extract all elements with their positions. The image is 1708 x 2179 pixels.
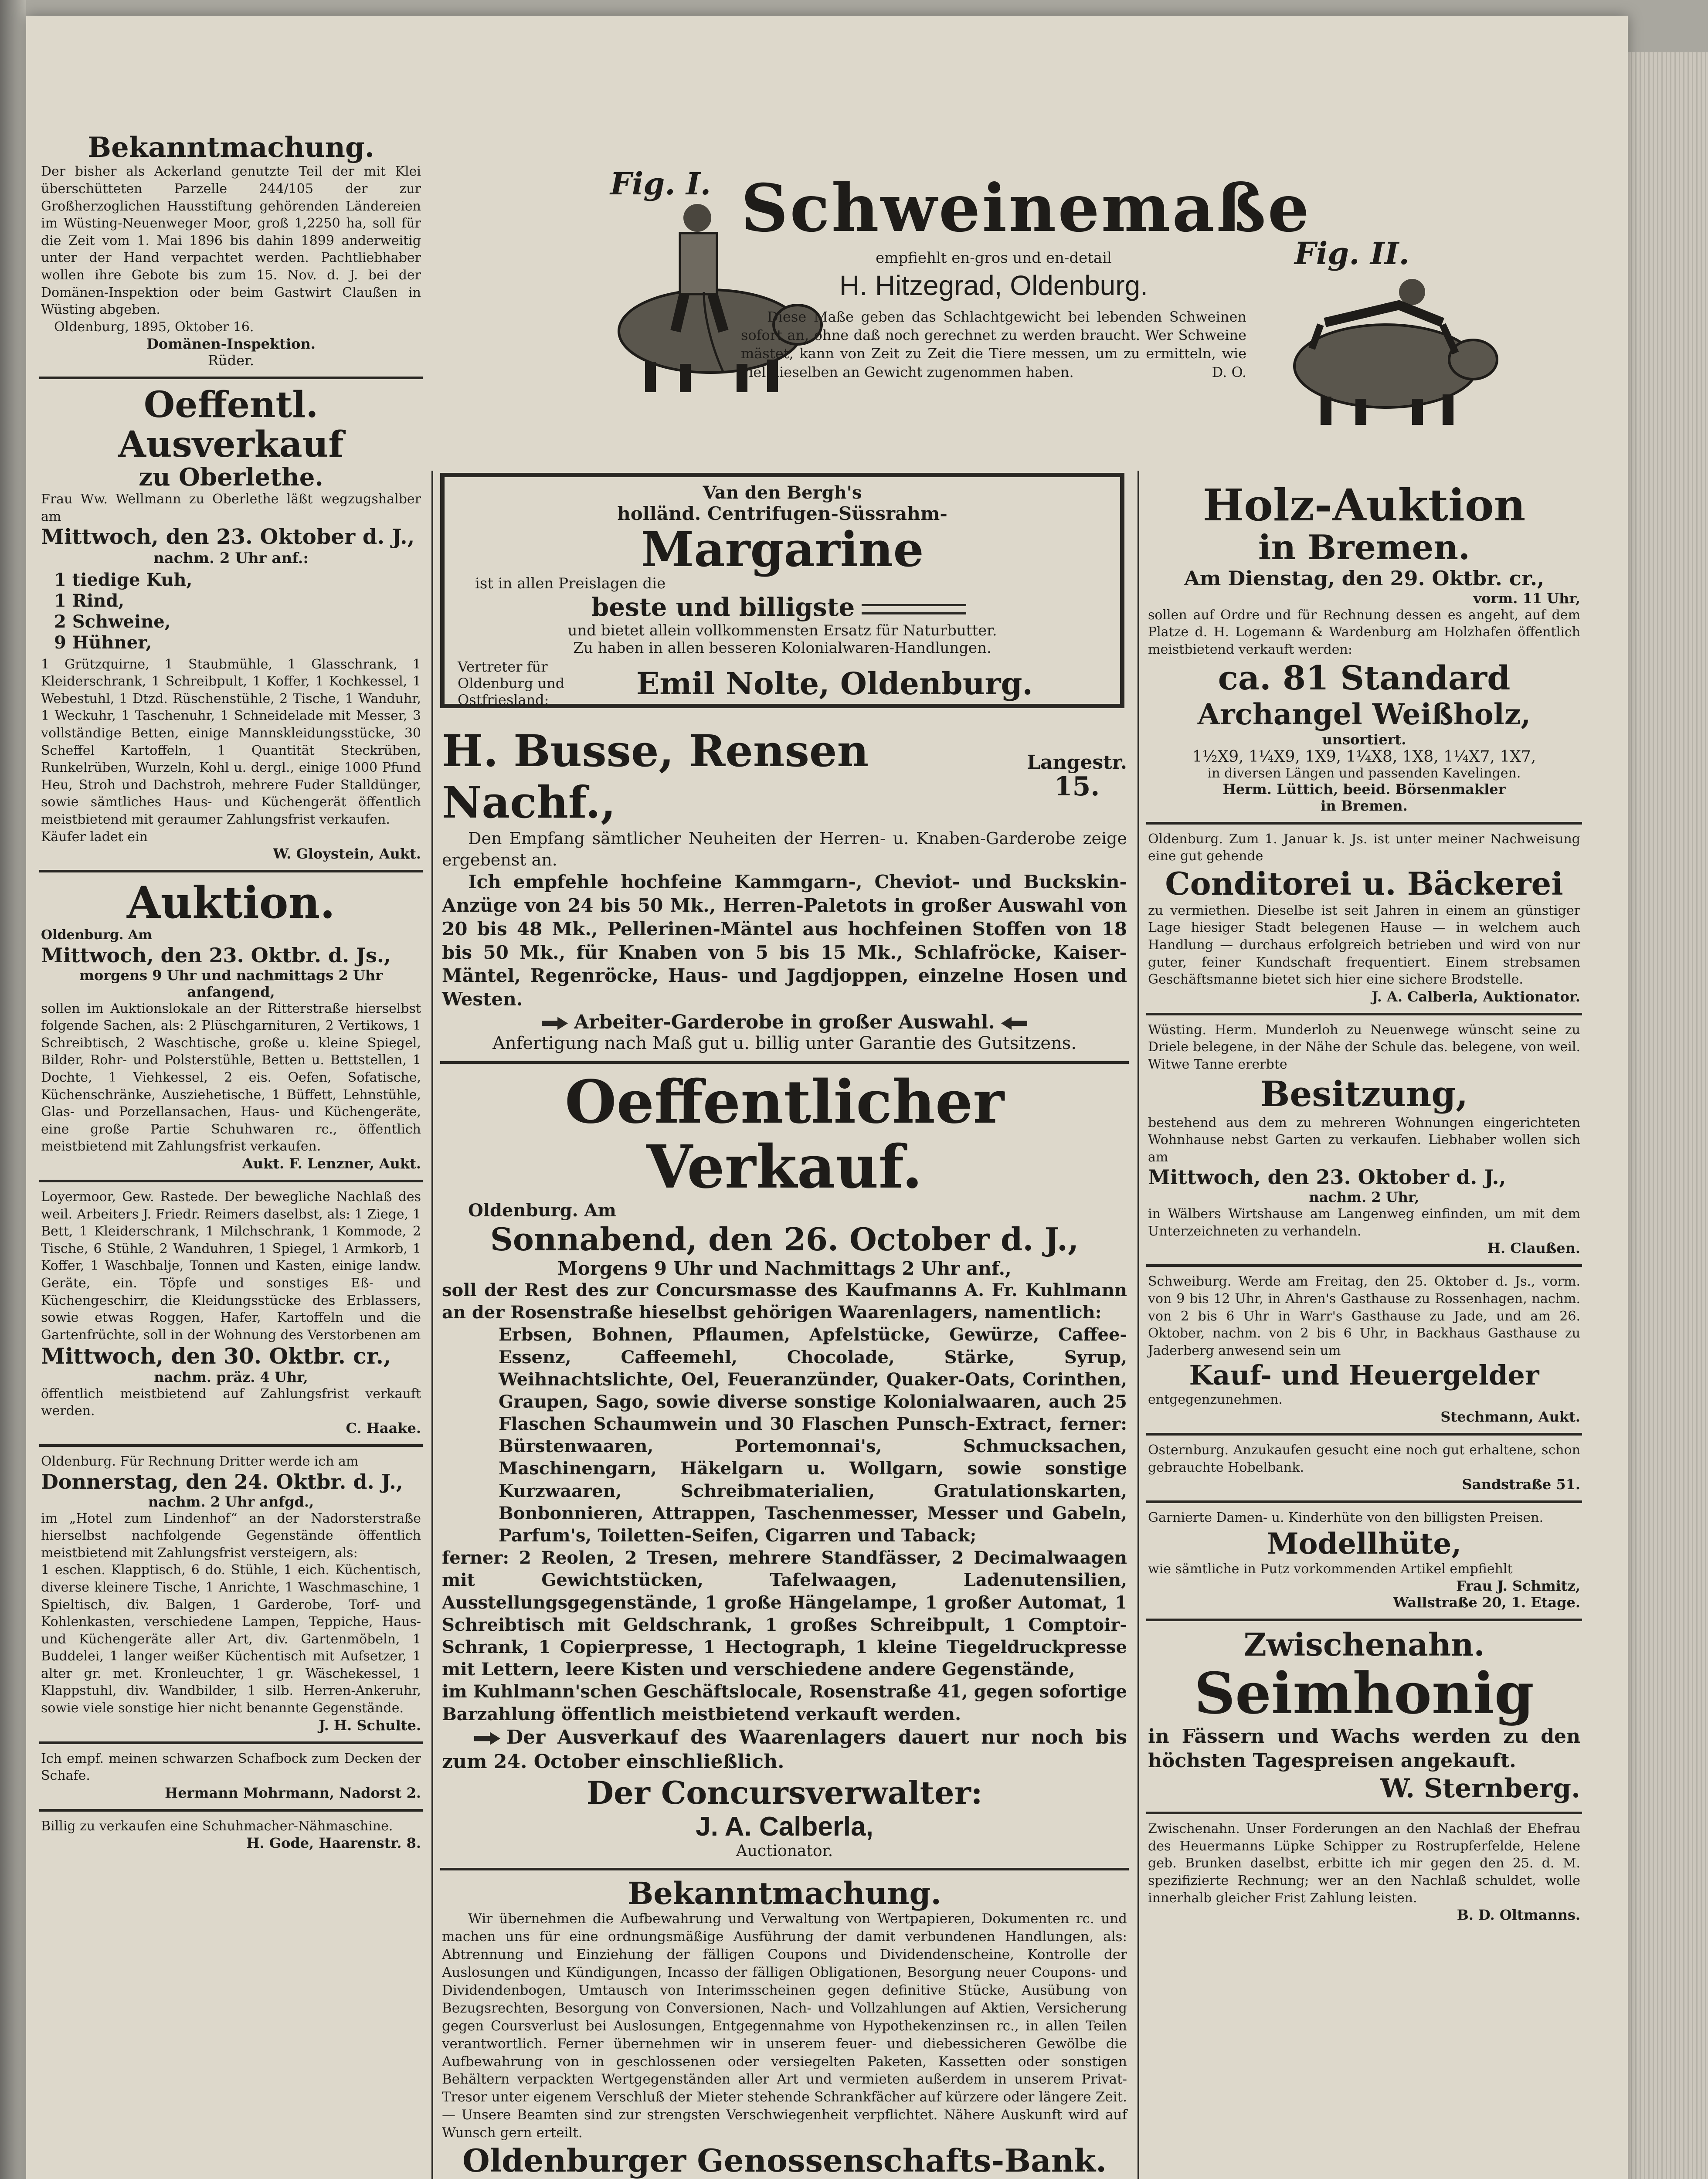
ad-signature: W. Gloystein, Aukt. [273,845,421,862]
schweinemasse-firm: H. Hitzegrad, Oldenburg. [839,270,1148,301]
holz-dims: 1½X9, 1¼X9, 1X9, 1¼X8, 1X8, 1¼X7, 1X7, [1192,747,1536,766]
holz-wood: Archangel Weißholz, [1197,697,1531,731]
holz-kind: unsortiert. [1322,731,1406,748]
ad-location: im „Hotel zum Lindenhof“ an der Nadorsterstraße hierselbst nachfolgende Gegenstände öffentlich meistbietend mit Zahlungsfrist versteigern, als: [41,1510,421,1561]
ad-text: Osternburg. Anzukaufen gesucht eine noch gut erhaltene, schon gebrauchte Hobelbank. [1148,1442,1580,1475]
schweinemasse-text: Diese Maße geben das Schlachtgewicht bei lebenden Schweinen sofort an, ohne daß noch gerechnet zu werden braucht. Wer Schweine mästet, kann von Zeit zu Zeit die Tiere messen, um zu ermitteln, wie viel dieselben an Gewicht zugenommen haben. [741,309,1246,380]
ad-busse [440,719,1129,1064]
pointing-hand-icon [474,1732,500,1745]
holz-dims-2: in diversen Längen und passenden Kavelingen. [1207,765,1521,781]
goods-list-ferner: ferner: 2 Reolen, 2 Tresen, mehrere Standfässer, 2 Decimalwaagen mit Gewichtstücken, Tafelwaagen, Ladenutensilien, Ausstellungsgegenstände, 1 große Hängelampe, 1 großer Automat, 1 Schreibtisch mit Geldschrank, 1 großes Schreibpult, 1 Comptoir-Schrank, 1 Copierpresse, 1 Hectograph, 1 kleine Tiegeldruckpresse mit Lettern, leere Kisten und verschiedene andere Gegenstände, [442,1548,1127,1680]
ad-title: Bekanntmachung. [628,1875,941,1912]
ad-title: Oeffentl. Ausverkauf [118,384,344,465]
ad-subtitle: zu Oberlethe. [139,462,323,492]
margarine-rep-row [458,658,1107,709]
busse-address-street: Langestr. [1027,751,1127,774]
ad-place: Oldenburg, 1895, Oktober 16. [54,319,254,335]
ad-date: Mittwoch, den 23. Oktbr. d. Js., [41,943,391,967]
ad-end: im Kuhlmann'schen Geschäftslocale, Rosenstraße 41, gegen sofortige Barzahlung öffentlich meistbietend verkauft werden. [442,1681,1127,1724]
ad-date: Mittwoch, den 23. Oktober d. J., [1148,1165,1506,1189]
ad-text: sollen im Auktionslokale an der Ritterstraße hierselbst folgende Sachen, als: 2 Plüschgarnituren, 2 Vertikows, 1 Schreibtisch, 2 Waschtische, große u. kleine Spiegel, Bilder, Rohr- und Polsterstühle, Betten u. Bettstellen, 1 Dochte, 1 Viehkessel, 2 eis. Oefen, Sofatische, Küchenschränke, Ausziehetische, 1 Büffett, Lehnstühle, Glas- und Porzellansachen, Haus- und Küchengeräte, eine große Partie Schuhwaren rc., öffentlich meistbietend mit Zahlungsfrist verkaufen. [41,1001,421,1154]
ad-text-1: Garnierte Damen- u. Kinderhüte von den billigsten Preisen. [1148,1510,1544,1526]
ad-ausverkauf-oberlethe [39,379,423,872]
page-stack-edge [1628,52,1708,2179]
ad-text-1: Wüsting. Herm. Munderloh zu Neuenwege wünscht seine zu Driele belegene, in der Nähe der Schule das. belegene, von weil. Witwe Tanne ererbte [1148,1022,1580,1072]
ad-text: Billig zu verkaufen eine Schuhmacher-Nähmaschine. [41,1818,393,1834]
ad-text-1: Oldenburg. Zum 1. Januar k. Js. ist unter meiner Nachweisung eine gut gehende [1148,831,1580,864]
margarine-line-3: ist in allen Preislagen die [475,574,666,592]
column-middle [440,719,1129,2179]
ad-text: Ich empf. meinen schwarzen Schafbock zum Decken der Schafe. [41,1751,421,1784]
ad-genossenschaftsbank [440,1870,1129,2179]
busse-address-number: 15. [1054,771,1100,802]
ad-time: nachm. präz. 4 Uhr, [154,1368,308,1385]
busse-text-2: Ich empfehle hochfeine Kammgarn-, Cheviot- und Buckskin-Anzüge von 24 bis 50 Mk., Herren-Paletots in großer Auswahl von 20 bis 48 Mk., Pellerinen-Mäntel aus hochfeinen Stoffen von 18 bis 50 Mk., für Knaben von 5 bis 15 Mk., Schlafröcke, Kaiser-Mäntel, Regenröcke, Haus- und Jagdjoppen, einzelne Hosen und Westen. [442,871,1127,1010]
ad-title: Oeffentlicher Verkauf. [564,1067,1005,1202]
bank-name: Oldenburger Genossenschafts-Bank. [462,2142,1107,2179]
ad-schweiburg [1146,1267,1582,1436]
ad-seimhonig [1146,1621,1582,1814]
ad-list: 1 eschen. Klapptisch, 6 do. Stühle, 1 eich. Küchentisch, diverse kleinere Tische, 1 Anrichte, 1 Waschmaschine, 1 Spieltisch, div. Balgen, 1 Garderobe, Torf- und Kohlenkasten, verschiedene Lampen, Teppiche, Haus- und Küchengeräte aller Art, div. Gartenmöbeln, 1 Buddelei, 1 langer weißer Küchentisch mit Aufsetzer, 1 alter gr. met. Kronleuchter, 1 gr. Wäschekessel, 1 Klappstuhl, div. Wandbilder, 1 silb. Herren-Ankeruhr, sowie viele sonstige hier nicht benannte Gegenstände. [41,1562,421,1716]
ad-signature-2: J. A. Calberla, [696,1812,873,1842]
ad-time: vorm. 11 Uhr, [1473,590,1580,607]
busse-address [1027,753,1127,800]
ad-signature: B. D. Oltmanns. [1457,1907,1580,1924]
ad-text: in Fässern und Wachs werden zu den höchsten Tagespreisen angekauft. [1148,1725,1580,1772]
ad-end: öffentlich meistbietend auf Zahlungsfrist verkauft werden. [41,1386,421,1419]
ad-signature-1: Frau J. Schmitz, [1456,1578,1580,1595]
ad-text: Oldenburg. Für Rechnung Dritter werde ich am [41,1454,359,1470]
ad-signature: C. Haake. [346,1420,421,1437]
ad-text-2: zu vermiethen. Dieselbe ist seit Jahren in einem an günstiger Lage hiesiger Stadt belegenen Hause — in welchem auch Handlung — durchaus erfolgreich betrieben und wird von nur guter, feiner Kundschaft frequentiert. Einem strebsamen Geschäftsmanne bietet sich hier eine sichere Brodstelle. [1148,903,1580,988]
ad-place: Oldenburg. Am [468,1200,616,1221]
ad-place: Oldenburg. Am [41,927,152,943]
ad-title: Modellhüte, [1267,1526,1462,1561]
double-rule [862,604,966,614]
ad-text: Zwischenahn. Unser Forderungen an den Nachlaß der Ehefrau des Heuermanns Lüpke Schipper zu Rostrupferfelde, Helene geb. Brunken daselbst, erbitte ich mir gegen den 25. d. M. spezifizierte Rechnung; wer an den Nachlaß schuldet, wolle innerhalb gleicher Frist Zahlung leisten. [1148,1821,1580,1906]
ad-osternburg [1146,1436,1582,1503]
margarine-title: Margarine [641,521,924,577]
busse-line-text: Arbeiter-Garderobe in großer Auswahl. [574,1011,995,1033]
ad-title: Seimhonig [1194,1660,1534,1727]
ad-schafbock [39,1744,423,1812]
schweinemasse-initials: D. O. [1212,363,1246,380]
ad-time: morgens 9 Uhr und nachmittags 2 Uhr anfangend, [79,967,383,1000]
livestock-list [54,570,421,653]
ad-auktion-oldenburg [39,872,423,1182]
ad-text: Loyermoor, Gew. Rastede. Der bewegliche Nachlaß des weil. Arbeiters J. Friedr. Reimers daselbst, als: 1 Ziege, 1 Bett, 1 Kleiderschrank, 1 Milchschrank, 1 Kommode, 2 Tische, 6 Stühle, 2 Wanduhren, 1 Spiegel, 1 Armkorb, 1 Koffer, 1 Waschbalje, Tonnen und Kasten, einige landw. Geräte, ein. Töpfe und sonstiges Eß- und Küchengeschirr, die Kleidungsstücke des Erblassers, sowie etwas Roggen, Hafer, Kartoffeln und die Gartenfrüchte, soll in der Wohnung des Verstorbenen am [41,1189,421,1343]
schweinemasse-text-block [741,170,1311,380]
margarine-line-6: Zu haben in allen besseren Kolonialwaren-Handlungen. [573,639,992,657]
busse-name: H. Busse, Rensen Nachf., [442,725,869,828]
ad-signature-2: Wallstraße 20, 1. Etage. [1393,1594,1580,1611]
ad-text: 1 Grützquirne, 1 Staubmühle, 1 Glasschrank, 1 Kleiderschrank, 1 Schreibpult, 1 Koffer, 1 Kochkessel, 1 Webestuhl, 1 Dtzd. Rüschenstühle, 2 Tische, 1 Wanduhr, 1 Weckuhr, 1 Taschenuhr, 1 Schneidelade mit Messer, 3 vollständige Betten, einige Mannskleidungsstücke, 30 Scheffel Kartoffeln, 1 Quantität Steckrüben, Runkelrüben, Wurzeln, Kohl u. dergl., einige 1000 Pfund Heu, Stroh und Dachstroh, mehrere Fuder Stalldünger, sowie sämtliches Haus- und Küchengerät öffentlich meistbietend mit geraumer Zahlungsfrist verkaufen. [41,656,421,828]
margarine-best [458,592,1107,622]
ad-time: nachm. 2 Uhr anf.: [153,549,309,567]
ad-signature: Hermann Mohrmann, Nadorst 2. [165,1784,421,1801]
fig-2-label: Fig. II. [1294,235,1409,272]
margarine-line-5: und bietet allein vollkommensten Ersatz für Naturbutter. [567,621,997,639]
list-item: 9 Hühner, [54,632,152,653]
ad-signature: H. Gode, Haarenstr. 8. [246,1835,421,1852]
schweinemasse-sub: empfiehlt en-gros und en-detail [876,249,1112,267]
holz-amount: ca. 81 Standard [1218,658,1511,697]
ad-subtitle: in Bremen. [1258,528,1470,567]
goods-list: Erbsen, Bohnen, Pflaumen, Apfelstücke, Gewürze, Caffee-Essenz, Caffeemehl, Chocolade, Stärke, Syrup, Weihnachtslichte, Oel, Feueranzünder, Quaker-Oats, Corinthen, Graupen, Sago, sowie diverse sonstige Kolonialwaaren, auch 25 Flaschen Schaumwein und 30 Flaschen Punsch-Extract, ferner: Bürstenwaaren, Portemonnai's, Schmucksachen, Maschinengarn, Häkelgarn u. Wollgarn, sowie sonstige Kurzwaaren, Schreibmaterialien, Gratulationskarten, Bonbonnieren, Attrappen, Taschenmesser, Messer und Gabeln, Parfum's, Toiletten-Seifen, Cigarren und Taback; [499,1324,1127,1546]
ad-title: Conditorei u. Bäckerei [1165,865,1563,902]
margarine-rep: Vertreter für Oldenburg und Ostfriesland: [458,658,565,709]
ad-date: Donnerstag, den 24. Oktbr. d. J., [41,1470,403,1493]
ad-loyermoor [39,1182,423,1447]
ad-signature: Sandstraße 51. [1462,1476,1580,1493]
ad-text-2: entgegenzunehmen. [1148,1392,1283,1408]
ad-bekanntmachung-domaenen [39,126,423,379]
ad-date: Sonnabend, den 26. October d. J., [490,1220,1079,1258]
list-item: 1 tiedige Kuh, [54,569,193,590]
ad-signature-1: Domänen-Inspektion. [146,336,316,353]
ad-signature-2: in Bremen. [1321,797,1408,814]
ad-conditorei [1146,825,1582,1015]
ad-text-2: wie sämtliche in Putz vorkommenden Artikel empfiehlt [1148,1561,1513,1577]
schweinemasse-ad [440,131,1582,479]
pointing-hand-icon [542,1017,568,1030]
ad-text: sollen auf Ordre und für Rechnung dessen es angeht, auf dem Platze d. H. Logemann & Wardenburg am Holzhafen öffentlich meistbietend verkauft werden: [1148,607,1580,657]
margarine-ad [440,473,1124,708]
margarine-line-1: Van den Bergh's [703,482,862,503]
list-item: 2 Schweine, [54,611,171,632]
fig-1-label: Fig. I. [610,166,711,202]
ad-time: nachm. 2 Uhr, [1309,1189,1419,1206]
ad-oeffentlicher-verkauf [440,1064,1129,1871]
ad-signature-3: Auctionator. [736,1842,833,1860]
ad-signature-2: Rüder. [207,352,255,369]
ad-signature: H. Claußen. [1487,1240,1580,1257]
ad-date: Am Dienstag, den 29. Oktbr. cr., [1184,566,1544,590]
column-rule-1 [431,471,433,2179]
column-rule-2 [1138,471,1139,2179]
ad-text: Der bisher als Ackerland genutzte Teil der mit Klei überschütteten Parzelle 244/105 der zur Großherzoglichen Hausstiftung gehörenden Ländereien im Wüsting-Neuenweger Moor, groß 1,2250 ha, soll für die Zeit vom 1. Mai 1896 bis dahin 1899 anderweitig unter der Hand verpachtet werden. Pachtliebhaber wollen ihre Gebote bis zum 15. Nov. d. J. bei der Domänen-Inspektion oder beim Gastwirt Claußen in Wüsting abgeben. [41,164,421,318]
ad-zwischenahn-nachlass [1146,1814,1582,1931]
ad-title: Besitzung, [1260,1073,1468,1114]
ad-intro: soll der Rest des zur Concursmasse des Kaufmanns A. Fr. Kuhlmann an der Rosenstraße hieselbst gehörigen Waarenlagers, namentlich: [442,1280,1127,1323]
ad-title: Auktion. [127,877,335,929]
ad-text: Wir übernehmen die Aufbewahrung und Verwaltung von Wertpapieren, Dokumenten rc. und machen uns für eine ordnungsmäßige Ausführung der damit verbundenen Handlungen, als: Abtrennung und Einziehung der fälligen Coupons und Dividendenscheine, Kontrolle der Auslosungen und Kündigungen, Incasso der fälligen Obligationen, Besorgung neuer Coupons- und Dividendenbogen, Umtausch von Interimsscheinen gegen definitive Stücke, Ausübung von Bezugsrechten, Besorgung von Conversionen, Nach- und Vollzahlungen auf Aktien, Versicherung gegen Coursverlust bei Auslosungen, Entgegennahme von Hypothekenzinsen rc., in allen Teilen verantwortlich. Ferner übernehmen wir in unserem feuer- und diebessicheren Gewölbe die Aufbewahrung von in geschlossenen oder versiegelten Paketen, Kassetten oder sonstigen Behältern verpackten Wertgegenständen aller Art und vermieten außerdem in unserem Privat-Tresor unter eigenem Verschluß der Mieter stehende Schrankfächer auf kürzere oder längere Zeit. — Unsere Beamten sind zur strengsten Verschwiegenheit verpflichtet. Nähere Auskunft wird auf Wunsch gern erteilt. [442,1911,1127,2141]
ad-text: Schweiburg. Werde am Freitag, den 25. Oktober d. Js., vorm. von 9 bis 12 Uhr, in Ahren's Gasthause zu Rossenhagen, nachm. von 2 bis 6 Uhr in Warr's Gasthause zu Jade, und am 26. Oktober, nachm. von 2 bis 6 Uhr, in Backhaus Gasthause zu Jaderberg anwesend sein um [1148,1274,1580,1358]
ad-time: nachm. 2 Uhr anfgd., [148,1493,314,1510]
list-item: 1 Rind, [54,590,125,611]
margarine-line-2: holländ. Centrifugen-Süssrahm- [617,503,947,524]
ad-modellhuete [1146,1503,1582,1621]
ad-text-2: bestehend aus dem zu mehreren Wohnungen eingerichteten Wohnhause nebst Garten zu verkaufen. Liebhaber wollen sich am [1148,1115,1580,1165]
column-right [1146,475,1582,2179]
ad-naehmaschine [39,1812,423,1860]
ad-lindenhof [39,1447,423,1744]
margarine-best-text: beste und billigste [591,592,855,622]
ad-signature: Aukt. F. Lenzner, Aukt. [242,1155,421,1172]
ad-signature: W. Sternberg. [1380,1773,1580,1804]
pointing-hand-icon [1001,1017,1027,1030]
pig-with-man-illustration-2 [1268,270,1512,427]
ad-signature: J. A. Calberla, Auktionator. [1372,988,1580,1005]
ad-title: Bekanntmachung. [87,131,375,164]
book-binding [0,0,26,2179]
schweinemasse-title: Schweinemaße [741,170,1311,247]
column-left [39,126,423,2179]
ad-note-text: Der Ausverkauf des Waarenlagers dauert nur noch bis zum 24. October einschließlich. [442,1726,1127,1773]
ad-signature: Stechmann, Aukt. [1440,1408,1580,1425]
ad-title: Holz-Auktion [1202,479,1526,531]
ad-date: Mittwoch, den 23. Oktober d. J., [41,525,415,550]
ad-signature-1: Der Concursverwalter: [586,1774,983,1812]
busse-header [442,725,1127,828]
ad-title: Kauf- und Heuergelder [1189,1359,1539,1392]
ad-text-3: in Wälbers Wirtshause am Langenweg einfinden, um mit dem Unterzeichneten zu verhandeln. [1148,1206,1580,1239]
ad-place: Zwischenahn. [1243,1626,1485,1663]
ad-note [442,1725,1127,1775]
ad-intro: Frau Ww. Wellmann zu Oberlethe läßt wegzugshalber am [41,492,421,524]
busse-text-1: Den Empfang sämtlicher Neuheiten der Herren- u. Knaben-Garderobe zeige ergebenst an. [442,829,1127,869]
margarine-rep-name: Emil Nolte, Oldenburg. [636,665,1033,702]
ad-date: Mittwoch, den 30. Oktbr. cr., [41,1343,391,1369]
ad-holz-auktion [1146,475,1582,825]
ad-signature: J. H. Schulte. [318,1717,421,1734]
busse-foot: Anfertigung nach Maß gut u. billig unter Garantie des Gutsitzens. [492,1033,1077,1053]
ad-besitzung-wuesting [1146,1015,1582,1267]
busse-line [442,1011,1127,1033]
ad-signature-1: Herm. Lüttich, beeid. Börsenmakler [1222,781,1506,798]
ad-time: Morgens 9 Uhr und Nachmittags 2 Uhr anf., [557,1257,1012,1279]
ad-end: Käufer ladet ein [41,829,148,845]
